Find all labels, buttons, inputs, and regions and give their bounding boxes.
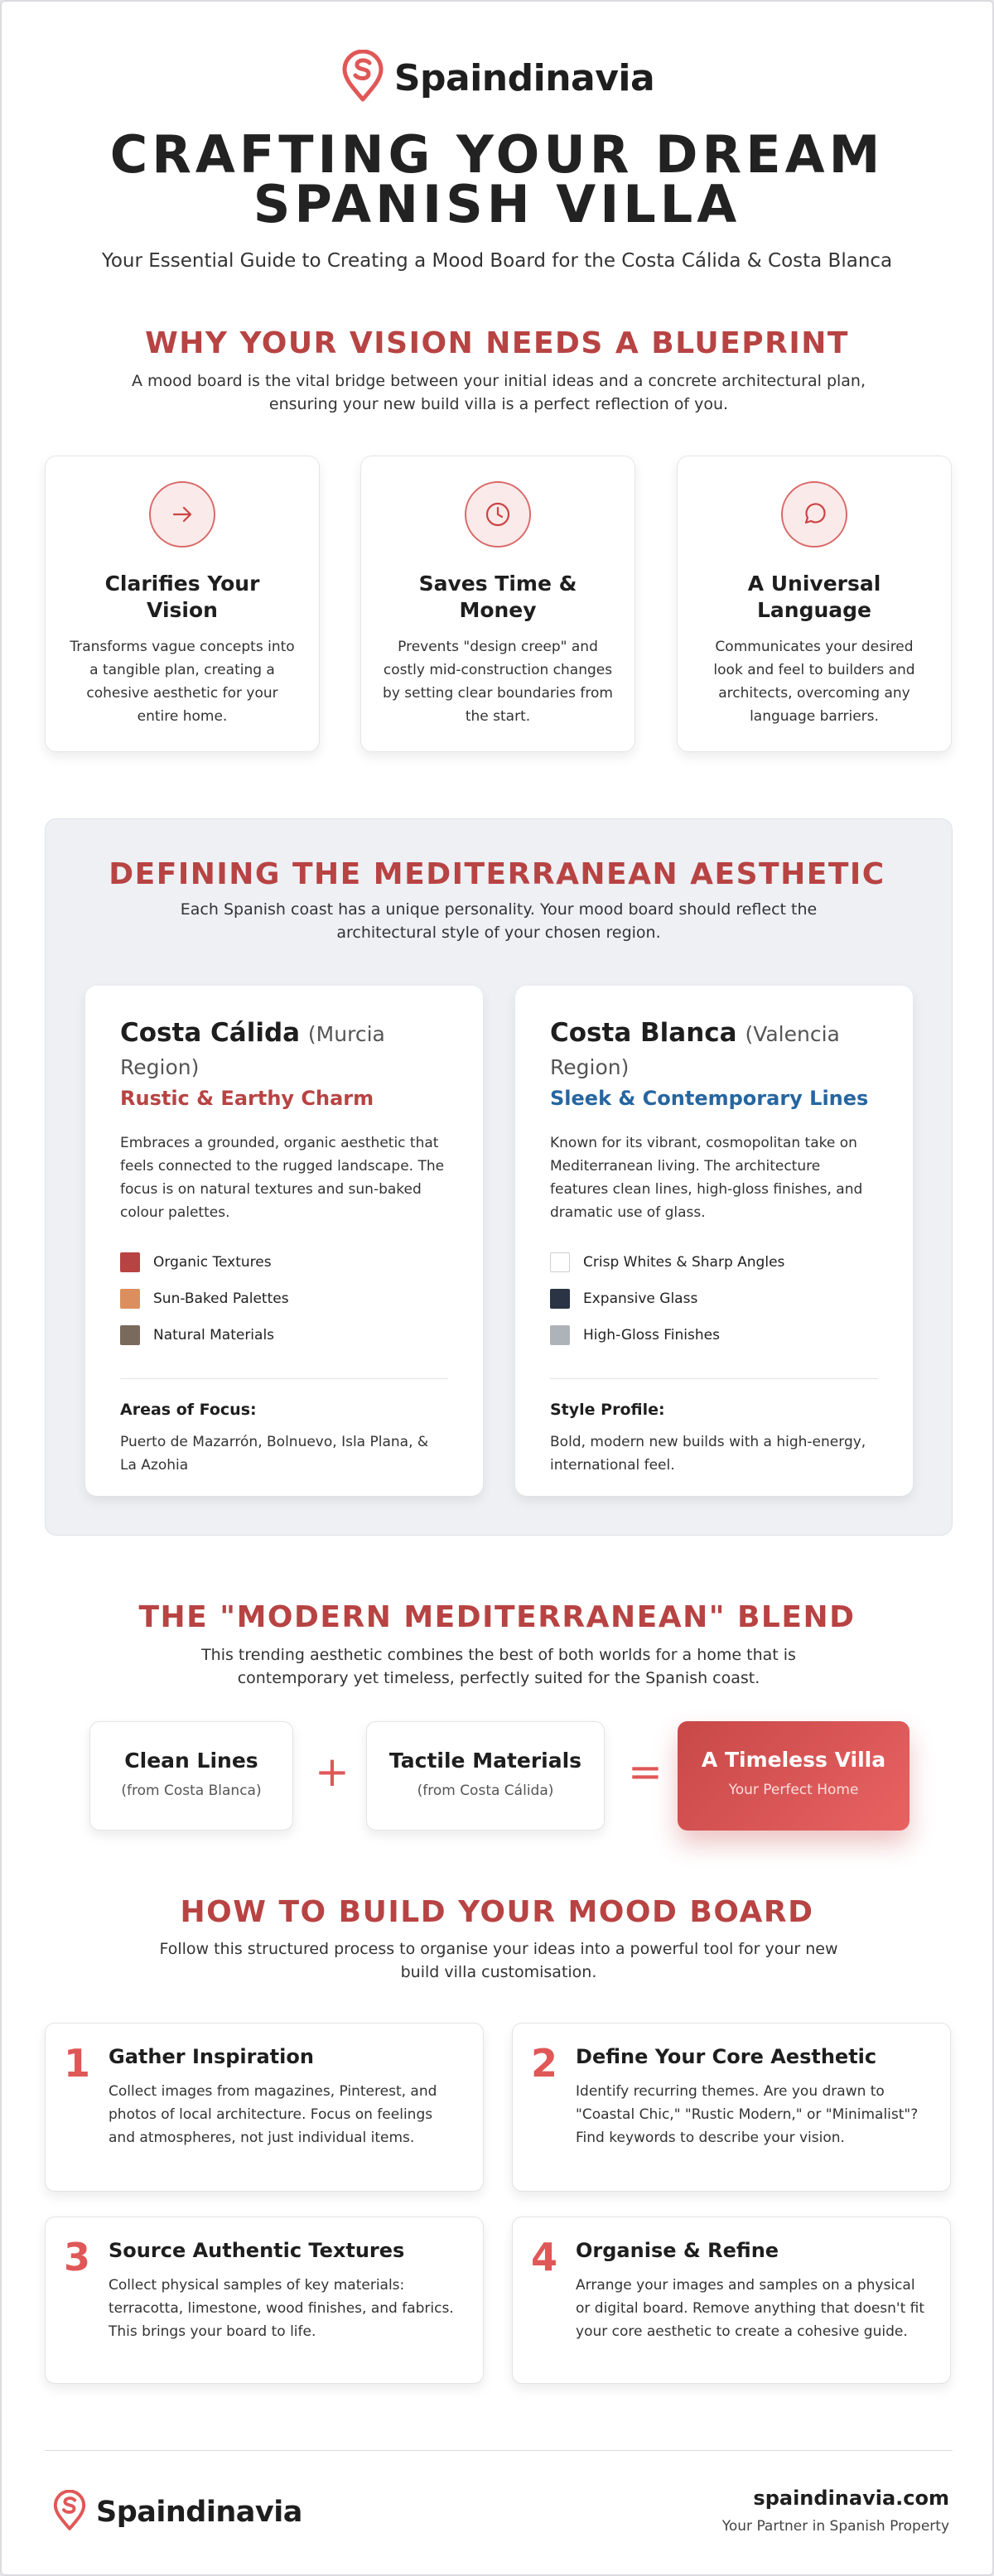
blend-section-title: THE "MODERN MEDITERRANEAN" BLEND (138, 1600, 856, 1634)
page-title (2, 124, 992, 234)
focus-text: Puerto de Mazarrón, Bolnuevo, Isla Plana, & La Azohia (120, 1434, 429, 1474)
step-card (45, 2217, 484, 2384)
color-swatch (120, 1325, 140, 1345)
region-title: Costa Cálida (120, 1018, 301, 1048)
divider (550, 1378, 878, 1379)
benefit-card (677, 456, 952, 752)
region-card-costa-calida (85, 986, 483, 1496)
color-swatch (550, 1289, 570, 1309)
region-subtitle: (Murcia Region) (120, 1022, 385, 1079)
step-card (512, 2023, 951, 2192)
benefit-title: Saves Time & Money (418, 572, 577, 622)
region-subtitle: (Valencia Region) (550, 1022, 840, 1079)
footer-tagline: Your Partner in Spanish Property (721, 2518, 949, 2535)
divider (120, 1378, 448, 1379)
benefit-card (360, 456, 635, 752)
step-title: Gather Inspiration (109, 2045, 314, 2068)
focus-heading: Style Profile: (550, 1401, 665, 1419)
plus-sign: + (315, 1748, 350, 1796)
location-pin-logo-icon (340, 50, 386, 106)
region-description: Embraces a grounded, organic aesthetic that feels connected to the rugged landscape. The focus is on natural textures and sun-baked colour palettes. (120, 1135, 445, 1221)
color-swatch (120, 1289, 140, 1309)
footer-contact (722, 2487, 949, 2535)
benefit-text: Prevents "design creep" and costly mid-construction changes by setting clear boundaries from the start. (383, 639, 613, 725)
focus-text: Bold, modern new builds with a high-energy, international feel. (550, 1434, 866, 1474)
build-section-title: HOW TO BUILD YOUR MOOD BOARD (180, 1895, 814, 1929)
step-title: Organise & Refine (576, 2239, 779, 2262)
swatch-item (120, 1317, 448, 1353)
benefit-text: Transforms vague concepts into a tangible plan, creating a cohesive aesthetic for your entire home. (70, 639, 295, 725)
region-name (550, 1017, 878, 1083)
benefit-card (45, 456, 320, 752)
swatch-list (120, 1244, 448, 1353)
step-card (45, 2023, 484, 2192)
swatch-label: Natural Materials (153, 1327, 275, 1343)
swatch-item (550, 1317, 878, 1353)
speech-bubble-icon (781, 481, 847, 548)
region-title: Costa Blanca (550, 1018, 737, 1048)
blend-box-title: Tactile Materials (388, 1749, 582, 1773)
result-title: A Timeless Villa (701, 1748, 886, 1772)
result-subtitle: Your Perfect Home (728, 1782, 859, 1798)
blend-box-subtitle: (from Costa Cálida) (417, 1782, 554, 1799)
benefit-title: Clarifies Your Vision (104, 572, 260, 622)
location-pin-logo-icon (51, 2490, 88, 2535)
swatch-item (550, 1281, 878, 1317)
step-number: 1 (64, 2041, 91, 2086)
region-name (120, 1017, 448, 1083)
arrow-right-icon (149, 481, 215, 548)
why-section-title: WHY YOUR VISION NEEDS A BLUEPRINT (145, 326, 849, 360)
swatch-label: Organic Textures (153, 1254, 272, 1271)
equals-sign: = (628, 1748, 663, 1796)
step-text: Collect images from magazines, Pinterest, and photos of local architecture. Focus on feelings and atmospheres, not just individual items. (109, 2083, 437, 2146)
page-subtitle: Your Essential Guide to Creating a Mood Board for the Costa Cálida & Costa Blanca (101, 250, 893, 272)
step-title: Source Authentic Textures (109, 2239, 405, 2262)
region-tagline: Sleek & Contemporary Lines (550, 1087, 869, 1110)
footer-brand-name: Spaindinavia (96, 2496, 302, 2529)
blend-box-title: Clean Lines (124, 1749, 258, 1773)
footer-url-link[interactable]: spaindinavia.com (753, 2487, 949, 2510)
header-brand[interactable] (2, 50, 992, 106)
aesthetic-section-title: DEFINING THE MEDITERRANEAN AESTHETIC (109, 857, 885, 891)
footer-brand[interactable] (51, 2490, 302, 2535)
region-card-costa-blanca (515, 986, 913, 1496)
swatch-label: Expansive Glass (583, 1290, 698, 1307)
region-description: Known for its vibrant, cosmopolitan take on Mediterranean living. The architecture features clean lines, high-gloss finishes, and dramatic use of glass. (550, 1135, 863, 1221)
benefit-title: A Universal Language (747, 572, 881, 622)
benefit-text: Communicates your desired look and feel to builders and architects, overcoming any language barriers. (713, 639, 915, 725)
step-text: Arrange your images and samples on a physical or digital board. Remove anything that doesn't fit your core aesthetic to create a cohesive guide. (576, 2277, 925, 2340)
focus-heading: Areas of Focus: (120, 1401, 257, 1419)
swatch-item (550, 1244, 878, 1281)
step-text: Identify recurring themes. Are you drawn to "Coastal Chic," "Rustic Modern," or "Minimalist"? Find keywords to describe your vision. (576, 2083, 919, 2146)
why-section-text: A mood board is the vital bridge between your initial ideas and a concrete architectural plan, ensuring your new build villa is a perfect reflection of you. (131, 372, 866, 413)
swatch-label: Crisp Whites & Sharp Angles (583, 1254, 785, 1271)
step-title: Define Your Core Aesthetic (576, 2045, 877, 2068)
blend-box-subtitle: (from Costa Blanca) (121, 1782, 262, 1799)
region-tagline: Rustic & Earthy Charm (120, 1087, 374, 1110)
brand-name: Spaindinavia (393, 56, 655, 99)
step-number: 4 (531, 2235, 558, 2279)
step-number: 3 (64, 2235, 91, 2279)
swatch-label: Sun-Baked Palettes (153, 1290, 289, 1307)
aesthetic-section-text: Each Spanish coast has a unique personality. Your mood board should reflect the architectural style of your chosen region. (180, 900, 818, 942)
title-line-1: CRAFTING YOUR DREAM (109, 124, 885, 185)
clean-lines-box (89, 1721, 293, 1831)
swatch-item (120, 1244, 448, 1281)
clock-icon (465, 481, 531, 548)
color-swatch (120, 1252, 140, 1272)
footer-divider (45, 2450, 953, 2451)
swatch-list (550, 1244, 878, 1353)
color-swatch (550, 1325, 570, 1345)
timeless-villa-result (678, 1721, 910, 1831)
step-card (512, 2217, 951, 2384)
title-line-2: SPANISH VILLA (253, 174, 741, 234)
tactile-materials-box (366, 1721, 605, 1831)
step-number: 2 (531, 2041, 558, 2086)
build-section-text: Follow this structured process to organise your ideas into a powerful tool for your new build villa customisation. (159, 1940, 838, 1981)
blend-section-text: This trending aesthetic combines the best of both worlds for a home that is contemporary yet timeless, perfectly suited for the Spanish coast. (201, 1646, 796, 1687)
swatch-item (120, 1281, 448, 1317)
step-text: Collect physical samples of key materials: terracotta, limestone, wood finishes, and fabrics. This brings your board to life. (109, 2277, 454, 2340)
swatch-label: High-Gloss Finishes (583, 1327, 720, 1343)
color-swatch (550, 1252, 570, 1272)
